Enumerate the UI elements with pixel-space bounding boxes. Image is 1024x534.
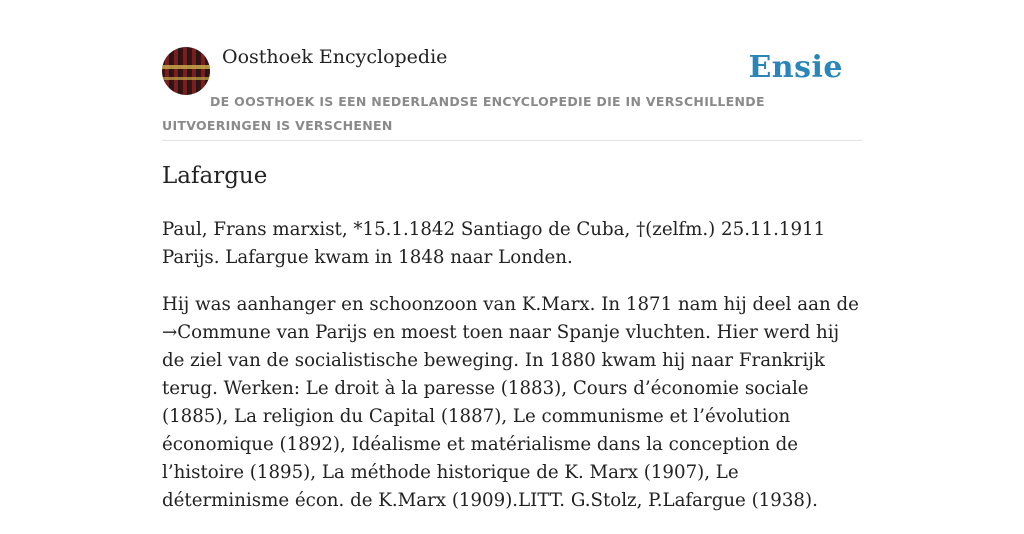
page-container [162,0,862,511]
ensie-logo-link[interactable]: Ensie [748,50,843,85]
article-paragraph: Paul, Frans marxist, *15.1.1842 Santiago de Cuba, †(zelfm.) 25.11.1911 Parijs. Lafargue kwam in 1848 naar Londen. [162,219,826,268]
site-name-link[interactable]: Oosthoek Encyclopedie [222,46,448,68]
site-header [162,0,862,141]
article-title: Lafargue [162,163,268,189]
article-paragraph: Hij was aanhanger en schoonzoon van K.Marx. In 1871 nam hij deel aan de →Commune van Parijs en moest toen naar Spanje vluchten. Hier werd hij de ziel van de socialistische beweging. In 1880 kwam hij naar Frankrijk terug. Werken: Le droit à la paresse (1883), Cours d’économie sociale (1885), La religion du Capital (1887), Le communisme et l’évolution économique (1892), Idéalisme et matérialisme dans la conception de l’histoire (1895), La méthode historique de K. Marx (1907), Le déterminisme écon. de K.Marx (1909).LITT. G.Stolz, P.Lafargue (1938). [162,294,859,511]
site-tagline: DE OOSTHOEK IS EEN NEDERLANDSE ENCYCLOPEDIE DIE IN VERSCHILLENDE UITVOERINGEN IS VERSCHENEN [162,94,765,133]
encyclopedia-books-icon[interactable] [162,47,210,95]
article-body [162,216,862,534]
